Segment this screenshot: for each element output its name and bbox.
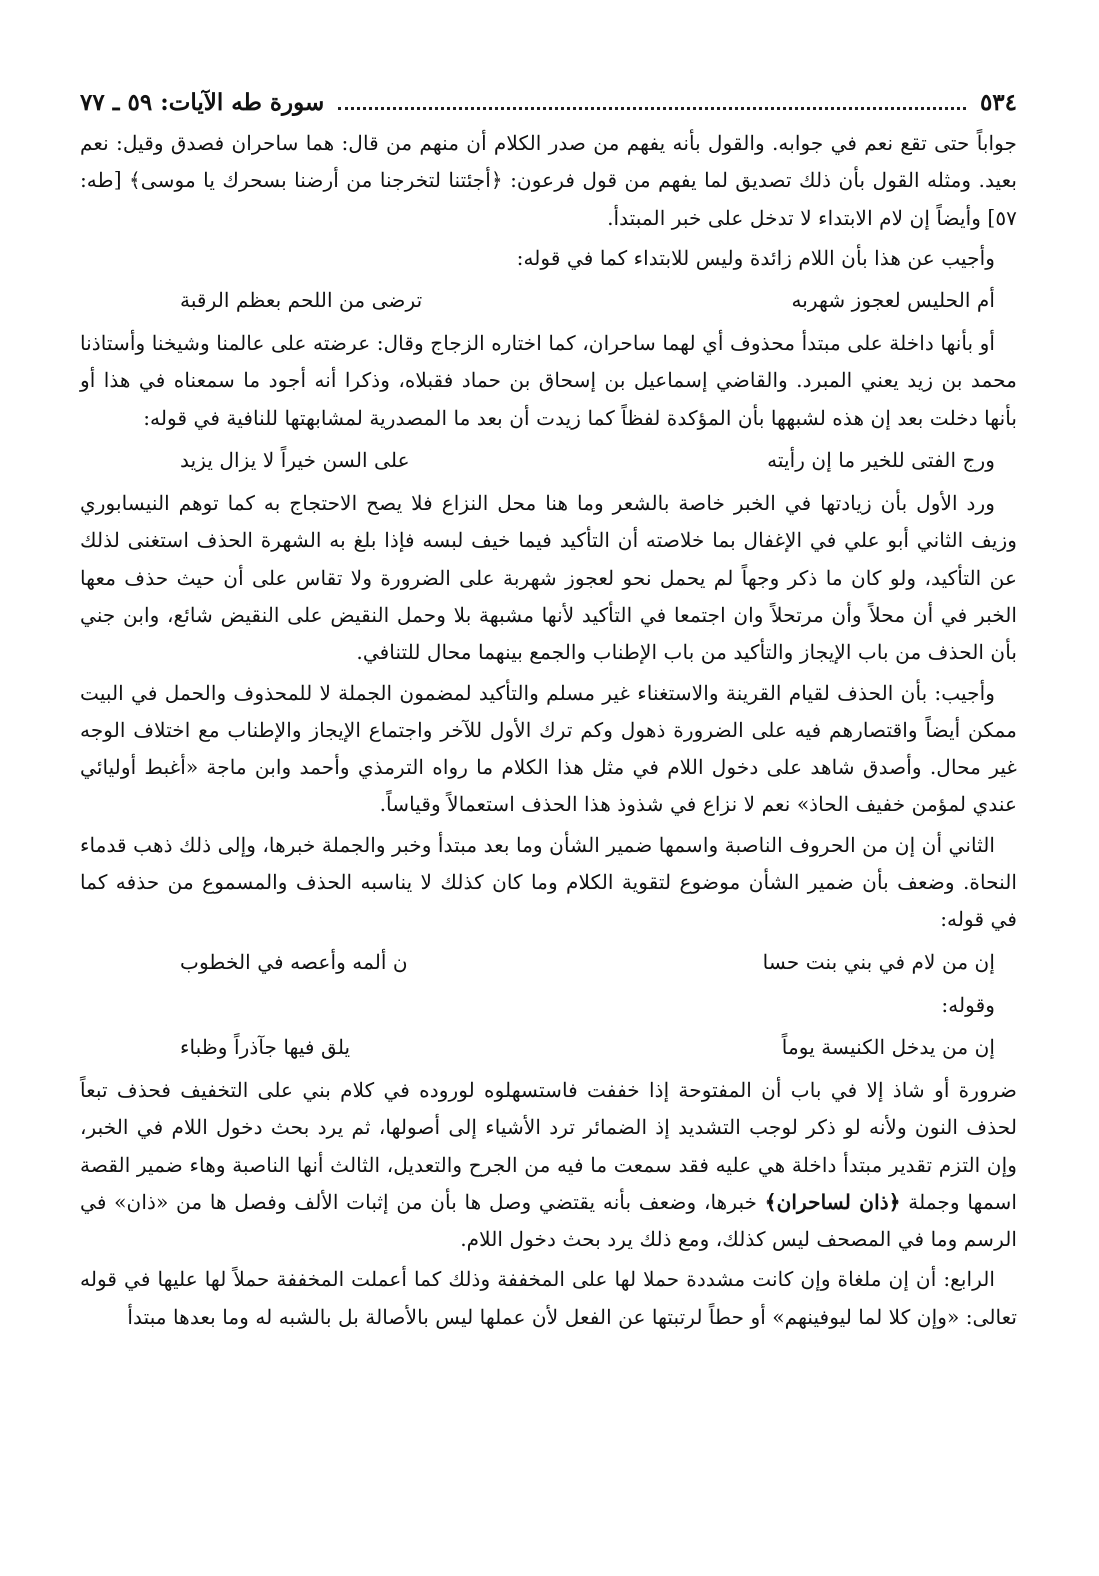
verse-intro-label: وقوله:	[941, 992, 995, 1017]
quran-quote: ﴿ذان لساحران﴾	[764, 1189, 901, 1214]
verse-4-second-hemistich: يلق فيها جآذراً وظباء	[180, 1034, 351, 1059]
paragraph-3: أو بأنها داخلة على مبتدأ محذوف أي لهما ساحران، كما اختاره الزجاج وقال: عرضته على عالمنا وشيخنا وأستاذنا محمد بن زيد يعني المبرد. والقاضي إسماعيل بن إسحاق بن حماد فقبلاه، وذكرا أنه أجود ما سمعناه في هذا أو بأنها دخلت بعد إن هذه لشبهها بأن المؤكدة لفظاً كما زيدت أن بعد ما المصدرية لمشابهتها للنافية في قوله:	[80, 331, 1017, 430]
page-number: ٥٣٤	[979, 88, 1017, 116]
page-body	[80, 125, 1017, 1339]
paragraph-4: ورد الأول بأن زيادتها في الخبر خاصة بالشعر وما هنا محل النزاع فلا يصح الاحتجاج به كما توهم النيسابوري وزيف الثاني أبو علي في الإغفال بما خلاصته أن التأكيد فيما خيف لبسه فإذا بلغ به الشهرة الحذف استغنى لذلك عن التأكيد، ولو كان ما ذكر وجهاً لم يحمل نحو لعجوز شهربة على الضرورة ولا تقاس على أن حيث حذف معها الخبر في أن محلاً وأن مرتحلاً وان اجتمعا في التأكيد لأنها مشبهة بلا وحمل النقيض على النقيض شائع، وابن جني بأن الحذف من باب الإيجاز والتأكيد من باب الإطناب والجمع بينهما محال للتنافي.	[80, 491, 1017, 665]
verse-3-first-hemistich: إن من لام في بني بنت حسا	[762, 949, 995, 974]
paragraph-6: الثاني أن إن من الحروف الناصبة واسمها ضمير الشأن وما بعد مبتدأ وخبر والجملة خبرها، وإلى ذلك ذهب قدماء النحاة. وضعف بأن ضمير الشأن موضوع لتقوية الكلام وما كان كذلك لا يناسبه الحذف والمسموع من حذفه كما في قوله:	[80, 832, 1017, 932]
paragraph-5: وأجيب: بأن الحذف لقيام القرينة والاستغناء غير مسلم والتأكيد لمضمون الجملة لا للمحذوف والحمل في البيت ممكن أيضاً واقتصارهم فيه على الضرورة ذهول وكم ترك الأول للآخر واجتماع الإيجاز والإطناب مع اختلاف الوجه غير محال. وأصدق شاهد على دخول اللام في مثل هذا الكلام ما رواه الترمذي وأحمد وابن ماجة «أغبط أوليائي عندي لمؤمن خفيف الحاذ» نعم لا نزاع في شذوذ هذا الحذف استعمالاً وقياساً.	[80, 680, 1017, 817]
running-header	[80, 84, 1017, 120]
verse-2-second-hemistich: على السن خيراً لا يزال يزيد	[180, 448, 410, 473]
chapter-title: سورة طه الآيات: ٥٩ ـ ٧٧	[80, 88, 325, 116]
verse-1	[80, 281, 1017, 319]
header-dot-leader	[338, 107, 966, 110]
verse-2-first-hemistich: ورج الفتى للخير ما إن رأيته	[767, 448, 995, 473]
verse-4	[80, 1028, 1017, 1066]
verse-1-second-hemistich: ترضى من اللحم بعظم الرقبة	[180, 288, 423, 313]
paragraph-8	[80, 1072, 1017, 1258]
paragraph-1: جواباً حتى تقع نعم في جوابه. والقول بأنه يفهم من صدر الكلام أن منهم من قال: هما ساحران فصدق وقيل: نعم بعيد. ومثله القول بأن ذلك تصديق لما يفهم من قول فرعون: ﴿أجئتنا لتخرجنا من أرضنا بسحرك يا موسى﴾ [طه: ٥٧] وأيضاً إن لام الابتداء لا تدخل على خبر المبتدأ.	[80, 131, 1017, 230]
paragraph-8-part-b: خبرها، وضعف بأنه يقتضي وصل ها بأن من إثبات الألف وفصل ها من «ذان» في الرسم وما في المصحف ليس كذلك، ومع ذلك يرد بحث دخول اللام.	[80, 1189, 1017, 1252]
verse-4-first-hemistich: إن من يدخل الكنيسة يوماً	[781, 1034, 995, 1059]
paragraph-8-part-a: ضرورة أو شاذ إلا في باب أن المفتوحة إذا خففت فاستسهلوه لوروده في كلام بني على التخفيف فحذف تبعاً لحذف النون ولأنه لو ذكر لوجب التشديد إذ الضمائر ترد الأشياء إلى أصولها، ثم يرد بحث دخول اللام في الخبر، وإن التزم تقدير مبتدأ داخلة هي عليه فقد سمعت ما فيه من الجرح والتعديل، الثالث أنها الناصبة وهاء ضمير القصة اسمها وجملة	[80, 1077, 1018, 1214]
paragraph-9: الرابع: أن إن ملغاة وإن كانت مشددة حملا لها على المخففة وذلك كما أعملت المخففة حملاً لها عليها في قوله تعالى: «وإن كلا لما ليوفينهم» أو حطاً لرتبتها عن الفعل لأن عملها ليس بالأصالة بل بالشبه له وما بعدها مبتدأ	[80, 1267, 1017, 1329]
verse-3-second-hemistich: ن ألمه وأعصه في الخطوب	[180, 949, 408, 974]
paragraph-2: وأجيب عن هذا بأن اللام زائدة وليس للابتداء كما في قوله:	[516, 245, 995, 270]
verse-1-first-hemistich: أم الحليس لعجوز شهربه	[791, 288, 995, 313]
verse-2	[80, 441, 1017, 479]
verse-3	[80, 943, 1017, 981]
